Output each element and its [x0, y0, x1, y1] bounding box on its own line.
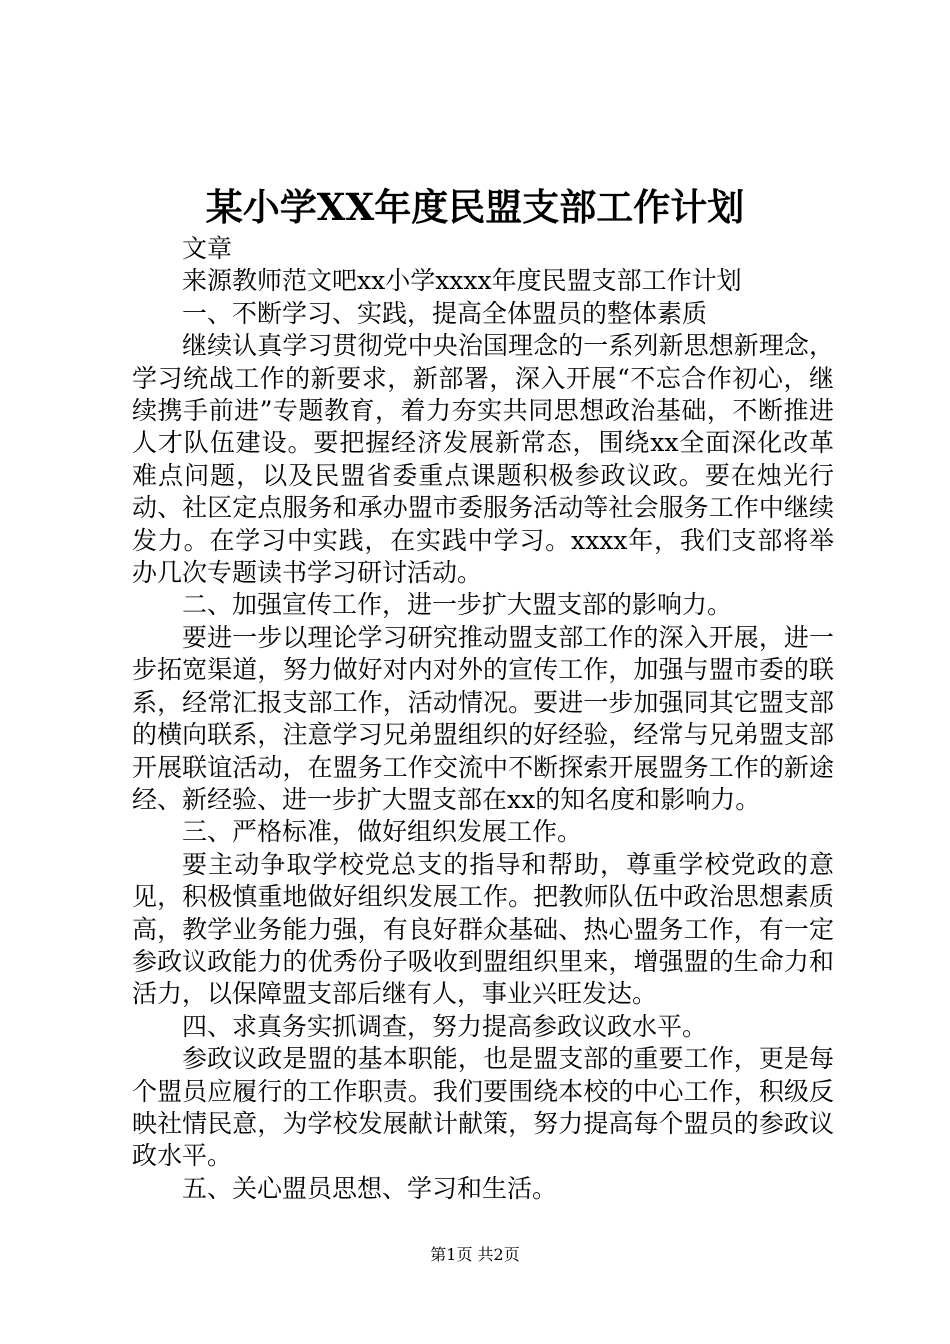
section-heading: 四、求真务实抓调查，努力提高参政议政水平。: [182, 1011, 708, 1041]
paragraph: 要进一步以理论学习研究推动盟支部工作的深入开展，进一步拓宽渠道，努力做好对内对外的宣传工作，加强与盟市委的联系，经常汇报支部工作，活动情况。要进一步加强同其它盟支部的横向联系，注意学习兄弟盟组织的好经验，经常与兄弟盟支部开展联谊活动，在盟务工作交流中不断探索开展盟务工作的新途经、新经验、进一步扩大盟支部在xx的知名度和影响力。: [132, 622, 834, 814]
section-heading: 二、加强宣传工作，进一步扩大盟支部的影响力。: [182, 590, 733, 620]
paragraph: 参政议政是盟的基本职能，也是盟支部的重要工作，更是每个盟员应履行的工作职责。我们要围绕本校的中心工作，积级反映社情民意，为学校发展献计献策，努力提高每个盟员的参政议政水平。: [132, 1044, 834, 1171]
paragraph: 来源教师范文吧xx小学xxxx年度民盟支部工作计划: [182, 266, 742, 296]
paragraph: 要主动争取学校党总支的指导和帮助，尊重学校党政的意见，积极慎重地做好组织发展工作。把教师队伍中政治思想素质高，教学业务能力强，有良好群众基础、热心盟务工作，有一定参政议政能力的优秀份子吸收到盟组织里来，增强盟的生命力和活力，以保障盟支部后继有人，事业兴旺发达。: [132, 849, 834, 1009]
section-heading: 五、关心盟员思想、学习和生活。: [182, 1173, 558, 1203]
page-footer: 第1页 共2页: [430, 1245, 520, 1264]
paragraph: 文章: [182, 234, 233, 263]
section-heading: 一、不断学习、实践，提高全体盟员的整体素质: [182, 298, 708, 328]
section-heading: 三、严格标准，做好组织发展工作。: [182, 817, 583, 847]
paragraph: 继续认真学习贯彻党中央治国理念的一系列新思想新理念，学习统战工作的新要求，新部署，深入开展“不忘合作初心，继续携手前进”专题教育，着力夯实共同思想政治基础，不断推进人才队伍建设。要把握经济发展新常态，围绕xx全面深化改革难点问题，以及民盟省委重点课题积极参政议政。要在烛光行动、社区定点服务和承办盟市委服务活动等社会服务工作中继续发力。在学习中实践，在实践中学习。xxxx年，我们支部将举办几次专题读书学习研讨活动。: [132, 331, 834, 588]
document-body: [132, 233, 834, 1205]
page-title: 某小学XX年度民盟支部工作计划: [205, 185, 745, 229]
